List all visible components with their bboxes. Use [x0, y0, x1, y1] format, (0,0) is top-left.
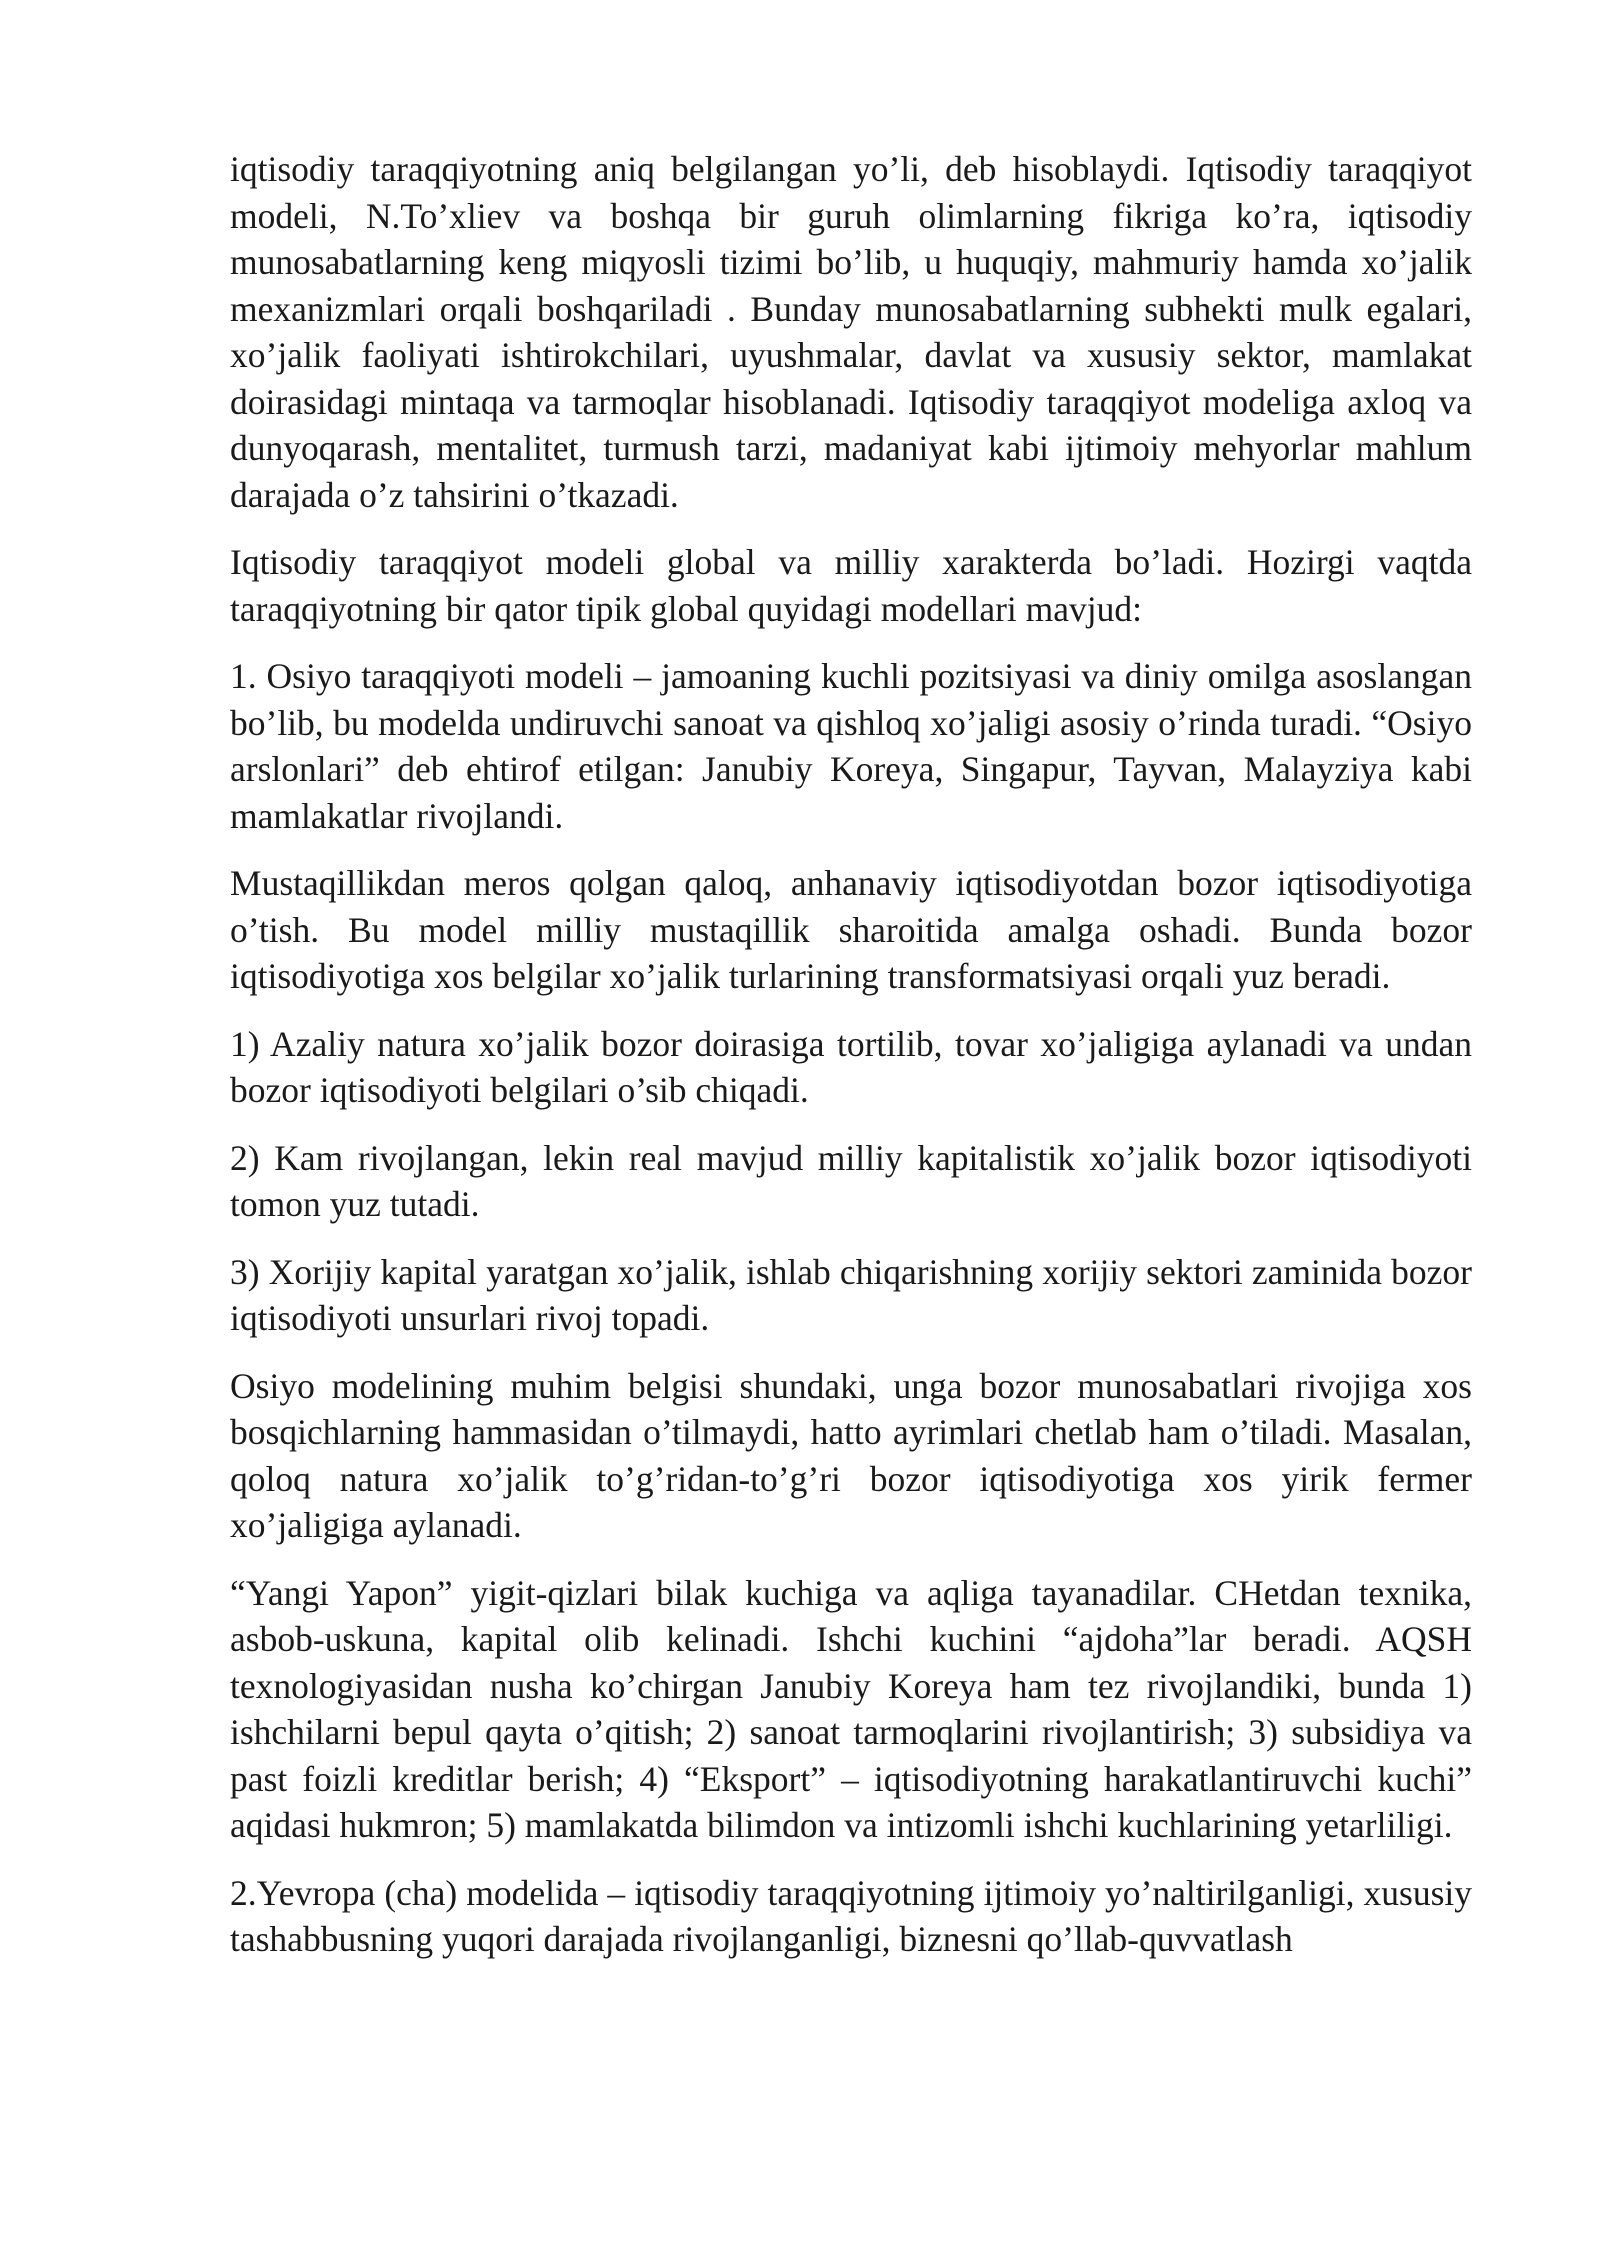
document-page — [230, 146, 1472, 1984]
list-item-1: 1) Azaliy natura xo’jalik bozor doirasiga tortilib, tovar xo’jaligiga aylanadi va undan bozor iqtisodiyoti belgilari o’sib chiqadi. — [230, 1023, 1472, 1110]
list-item-2: 2) Kam rivojlangan, lekin real mavjud milliy kapitalistik xo’jalik bozor iqtisodiyoti tomon yuz tutadi. — [230, 1137, 1472, 1224]
paragraph-new-japan: “Yangi Yapon” yigit-qizlari bilak kuchiga va aqliga tayanadilar. CHetdan texnika, asbob-uskuna, kapital olib kelinadi. Ishchi kuchini “ajdoha”lar beradi. AQSH texnologiyasidan nusha ko’chirgan Janubiy Koreya ham tez rivojlandiki, bunda 1) ishchilarni bepul qayta o’qitish; 2) sanoat tarmoqlarini rivojlantirish; 3) subsidiya va past foizli kreditlar berish; 4) “Eksport” – iqtisodiyotning harakatlantiruvchi kuchi” aqidasi hukmron; 5) mamlakatda bilimdon va intizomli ishchi kuchlarining yetarliligi. — [230, 1572, 1472, 1845]
paragraph-european-model: 2.Yevropa (cha) modelida – iqtisodiy taraqqiyotning ijtimoiy yo’naltirilganligi, xususiy tashabbusning yuqori darajada rivojlanganligi, biznesni qo’llab-quvvatlash — [230, 1872, 1472, 1959]
paragraph-global-models: Iqtisodiy taraqqiyot modeli global va milliy xarakterda bo’ladi. Hozirgi vaqtda taraqqiyotning bir qator tipik global quyidagi modellari mavjud: — [230, 542, 1472, 629]
paragraph-transition: Mustaqillikdan meros qolgan qaloq, anhanaviy iqtisodiyotdan bozor iqtisodiyotiga o’tish. Bu model milliy mustaqillik sharoitida amalga oshadi. Bunda bozor iqtisodiyotiga xos belgilar xo’jalik turlarining transformatsiyasi orqali yuz beradi. — [230, 863, 1472, 996]
paragraph-model-definition: iqtisodiy taraqqiyotning aniq belgilangan yo’li, deb hisoblaydi. Iqtisodiy taraqqiyot modeli, N.To’xliev va boshqa bir guruh olimlarning fikriga ko’ra, iqtisodiy munosabatlarning keng miqyosli tizimi bo’lib, u huquqiy, mahmuriy hamda xo’jalik mexanizmlari orqali boshqariladi . Bunday munosabatlarning subhekti mulk egalari, xo’jalik faoliyati ishtirokchilari, uyushmalar, davlat va xususiy sektor, mamlakat doirasidagi mintaqa va tarmoqlar hisoblanadi. Iqtisodiy taraqqiyot modeliga axloq va dunyoqarash, mentalitet, turmush tarzi, madaniyat kabi ijtimoiy mehyorlar mahlum darajada o’z tahsirini o’tkazadi. — [230, 149, 1472, 515]
paragraph-asian-feature: Osiyo modelining muhim belgisi shundaki, unga bozor munosabatlari rivojiga xos bosqichlarning hammasidan o’tilmaydi, hatto ayrimlari chetlab ham o’tiladi. Masalan, qoloq natura xo’jalik to’g’ridan-to’g’ri bozor iqtisodiyotiga xos yirik fermer xo’jaligiga aylanadi. — [230, 1365, 1472, 1545]
paragraph-asian-model: 1. Osiyo taraqqiyoti modeli – jamoaning kuchli pozitsiyasi va diniy omilga asoslangan bo’lib, bu modelda undiruvchi sanoat va qishloq xo’jaligi asosiy o’rinda turadi. “Osiyo arslonlari” deb ehtirof etilgan: Janubiy Koreya, Singapur, Tayvan, Malayziya kabi mamlakatlar rivojlandi. — [230, 656, 1472, 836]
list-item-3: 3) Xorijiy kapital yaratgan xo’jalik, ishlab chiqarishning xorijiy sektori zaminida bozor iqtisodiyoti unsurlari rivoj topadi. — [230, 1251, 1472, 1338]
